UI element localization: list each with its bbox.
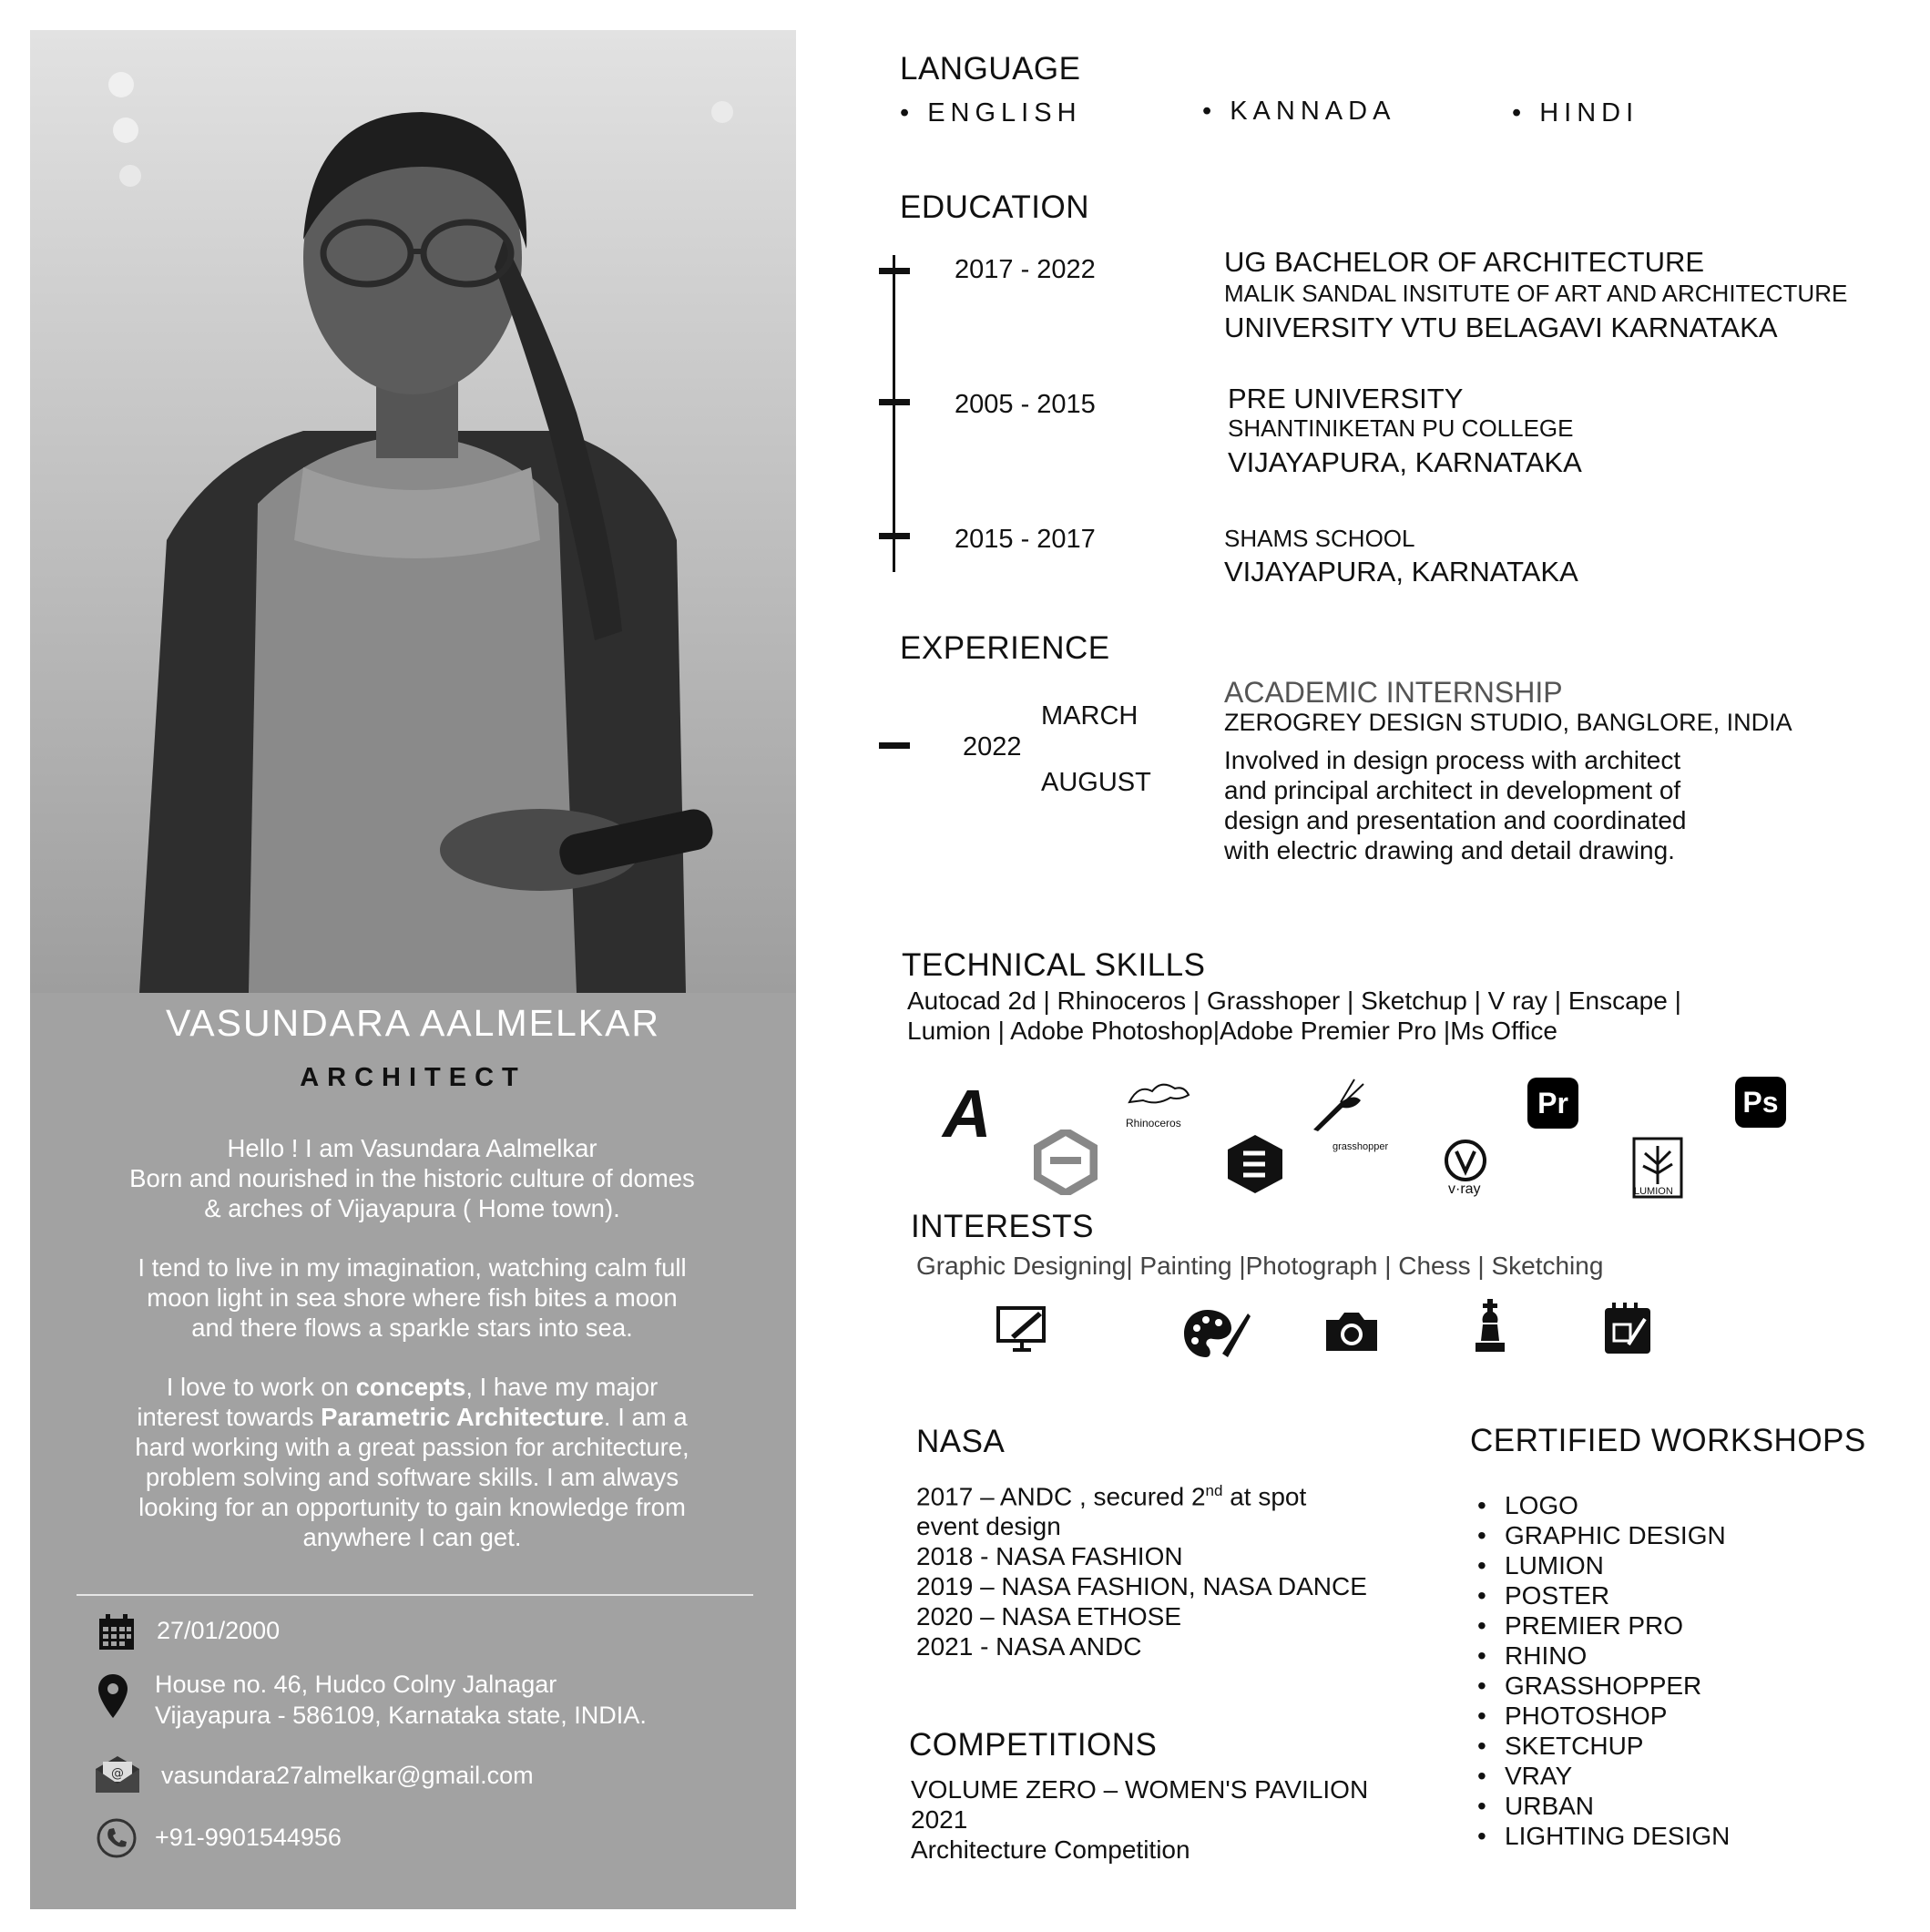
description-line: design and presentation and coordinated	[1224, 806, 1687, 834]
svg-text:@: @	[111, 1766, 124, 1781]
workshop-item: • LIGHTING DESIGN	[1470, 1821, 1730, 1851]
experience-heading: EXPERIENCE	[900, 630, 1110, 666]
description-line: with electric drawing and detail drawing.	[1224, 836, 1675, 864]
timeline-tick	[879, 533, 910, 539]
experience-title: ACADEMIC INTERNSHIP	[1224, 676, 1563, 709]
grasshopper-icon	[1304, 1075, 1368, 1139]
chess-icon	[1472, 1297, 1508, 1354]
language-item: • HINDI	[1512, 98, 1639, 128]
workshop-item: • GRASSHOPPER	[1470, 1671, 1730, 1701]
skills-line: Autocad 2d | Rhinoceros | Grasshoper | Sketchup | V ray | Enscape |	[907, 986, 1681, 1015]
bio-line: anywhere I can get.	[302, 1523, 522, 1551]
skills-heading: TECHNICAL SKILLS	[902, 947, 1206, 983]
workshop-item: • VRAY	[1470, 1761, 1730, 1791]
profile-photo	[30, 30, 796, 993]
workshop-item: • RHINO	[1470, 1641, 1730, 1671]
interests-line: Graphic Designing| Painting |Photograph | Chess | Sketching	[916, 1252, 1604, 1280]
workshop-item: • LOGO	[1470, 1490, 1730, 1520]
nasa-entry: 2018 - NASA FASHION	[916, 1542, 1183, 1571]
nasa-entry-text: at spot	[1222, 1482, 1307, 1511]
calendar-icon	[97, 1612, 137, 1652]
bio-text: . I am a	[603, 1403, 688, 1431]
experience-from: MARCH	[1041, 701, 1139, 731]
language-heading: LANGUAGE	[900, 51, 1081, 87]
description-line: and principal architect in development of	[1224, 776, 1681, 804]
experience-to: AUGUST	[1041, 768, 1151, 797]
nasa-heading: NASA	[916, 1424, 1006, 1459]
education-years: 2017 - 2022	[955, 255, 1096, 284]
bio-paragraph-1	[91, 1133, 733, 1223]
grasshopper-label: grasshopper	[1333, 1141, 1389, 1152]
education-location: VIJAYAPURA, KARNATAKA	[1224, 556, 1578, 588]
contact-phone: +91-9901544956	[155, 1824, 342, 1851]
workshop-item: • LUMION	[1470, 1550, 1730, 1580]
nasa-entry-sup: nd	[1205, 1482, 1223, 1499]
enscape-icon	[1034, 1130, 1098, 1195]
experience-company: ZEROGREY DESIGN STUDIO, BANGLORE, INDIA	[1224, 709, 1792, 736]
contact-address	[155, 1669, 647, 1731]
timeline-tick	[879, 742, 910, 749]
workshop-item: • SKETCHUP	[1470, 1731, 1730, 1761]
bio-line: moon light in sea shore where fish bites a moon	[147, 1283, 678, 1312]
bio-text: interest towards	[137, 1403, 322, 1431]
bio-line: Born and nourished in the historic culture of domes	[129, 1164, 695, 1192]
education-institute: SHANTINIKETAN PU COLLEGE	[1228, 414, 1574, 442]
education-location: UNIVERSITY VTU BELAGAVI KARNATAKA	[1224, 312, 1778, 343]
education-institute: SHAMS SCHOOL	[1224, 525, 1415, 552]
bio-text: , I have my major	[465, 1373, 659, 1401]
interests-heading: INTERESTS	[911, 1209, 1094, 1244]
bio-line	[91, 1402, 733, 1432]
nasa-entry: event design	[916, 1512, 1061, 1541]
bio-line	[91, 1372, 733, 1402]
timeline-tick	[879, 399, 910, 405]
bio-line: and there flows a sparkle stars into sea.	[191, 1314, 633, 1342]
nasa-entry: 2019 – NASA FASHION, NASA DANCE	[916, 1572, 1367, 1601]
profile-role: ARCHITECT	[300, 1063, 526, 1092]
workshop-item: • POSTER	[1470, 1580, 1730, 1610]
bio-line: & arches of Vijayapura ( Home town).	[204, 1194, 620, 1222]
competition-line: VOLUME ZERO – WOMEN'S PAVILION	[911, 1775, 1369, 1804]
nasa-entry-text: 2017 – ANDC , secured 2	[916, 1482, 1206, 1511]
camera-icon	[1322, 1309, 1381, 1354]
contact-email-link[interactable]: vasundara27almelkar@gmail.com	[161, 1762, 534, 1789]
workshops-heading: CERTIFIED WORKSHOPS	[1470, 1423, 1866, 1458]
bio-line: Hello ! I am Vasundara Aalmelkar	[227, 1134, 597, 1162]
autocad-icon: A	[943, 1076, 992, 1151]
graphic-design-icon	[995, 1304, 1049, 1354]
education-timeline	[893, 255, 895, 572]
premiere-pro-icon: Pr	[1527, 1078, 1578, 1129]
phone-icon	[97, 1818, 137, 1858]
workshop-item: • GRAPHIC DESIGN	[1470, 1520, 1730, 1550]
nasa-entry: 2021 - NASA ANDC	[916, 1632, 1142, 1661]
competitions-list	[911, 1774, 1368, 1865]
description-line: Involved in design process with architect	[1224, 746, 1681, 774]
education-title: PRE UNIVERSITY	[1228, 383, 1464, 414]
workshop-item: • PHOTOSHOP	[1470, 1701, 1730, 1731]
nasa-entry	[916, 1476, 1367, 1511]
education-years: 2005 - 2015	[955, 390, 1096, 419]
workshop-item: • URBAN	[1470, 1791, 1730, 1821]
workshop-item: • PREMIER PRO	[1470, 1610, 1730, 1641]
education-heading: EDUCATION	[900, 189, 1090, 225]
profile-name: VASUNDARA AALMELKAR	[165, 1002, 661, 1044]
competitions-heading: COMPETITIONS	[909, 1727, 1158, 1763]
experience-year: 2022	[963, 732, 1022, 762]
language-item: • ENGLISH	[900, 98, 1082, 128]
bio-paragraph-2	[91, 1252, 733, 1343]
lumion-label: LUMION	[1634, 1186, 1673, 1197]
competition-line: 2021	[911, 1805, 968, 1834]
vray-icon	[1444, 1139, 1487, 1182]
bio-line: I tend to live in my imagination, watching calm full	[138, 1253, 687, 1282]
education-title: UG BACHELOR OF ARCHITECTURE	[1224, 246, 1705, 278]
panel-divider	[77, 1594, 753, 1596]
location-pin-icon	[97, 1672, 129, 1720]
experience-description	[1224, 745, 1687, 865]
language-item: • KANNADA	[1202, 97, 1396, 126]
nasa-entry: 2020 – NASA ETHOSE	[916, 1602, 1182, 1631]
bio-line: hard working with a great passion for architecture,	[135, 1433, 689, 1461]
address-line: Vijayapura - 586109, Karnataka state, INDIA.	[155, 1702, 647, 1729]
education-years: 2015 - 2017	[955, 525, 1096, 554]
palette-icon	[1182, 1308, 1251, 1359]
education-location: VIJAYAPURA, KARNATAKA	[1228, 446, 1582, 478]
sketching-icon	[1601, 1301, 1654, 1355]
contact-dob: 27/01/2000	[157, 1617, 281, 1644]
bio-line: problem solving and software skills. I am always	[145, 1463, 679, 1491]
bio-text: I love to work on	[166, 1373, 356, 1401]
workshops-list	[1470, 1490, 1730, 1851]
nasa-list	[916, 1476, 1367, 1661]
sketchup-icon	[1225, 1133, 1285, 1195]
education-institute: MALIK SANDAL INSITUTE OF ART AND ARCHITECTURE	[1224, 280, 1848, 307]
bio-emphasis: Parametric Architecture	[321, 1403, 604, 1431]
email-icon	[94, 1754, 141, 1794]
timeline-tick	[879, 268, 910, 274]
competition-line: Architecture Competition	[911, 1835, 1190, 1864]
bio-emphasis: concepts	[355, 1373, 466, 1401]
portrait-illustration	[30, 30, 796, 993]
address-line: House no. 46, Hudco Colny Jalnagar	[155, 1671, 557, 1698]
bio-line: looking for an opportunity to gain knowledge from	[138, 1493, 686, 1521]
photoshop-icon: Ps	[1735, 1077, 1786, 1128]
skills-line: Lumion | Adobe Photoshop|Adobe Premier Pro |Ms Office	[907, 1017, 1557, 1045]
bio-paragraph-3	[91, 1372, 733, 1552]
rhinoceros-label: Rhinoceros	[1126, 1117, 1181, 1130]
rhinoceros-icon	[1125, 1075, 1193, 1116]
vray-label: v·ray	[1448, 1181, 1481, 1197]
